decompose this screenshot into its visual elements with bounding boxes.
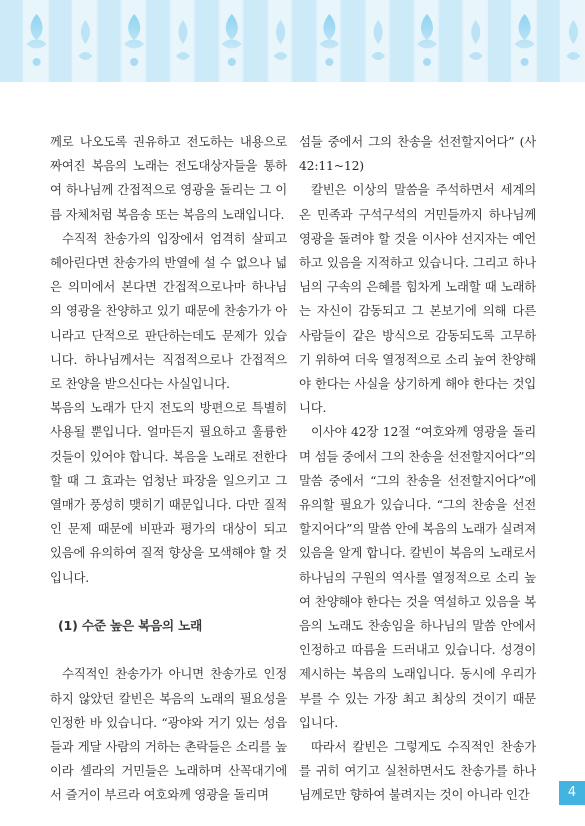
ornament-pattern-icon <box>0 0 585 82</box>
right-text-column <box>299 130 536 808</box>
section-heading: (1) 수준 높은 복음의 노래 <box>58 618 203 634</box>
page-number: 4 <box>559 781 585 805</box>
paragraph: 수직적인 찬송가가 아니면 찬송가로 인정하지 않았던 칼빈은 복음의 노래의 필요성을 인정한 바 있습니다. “광야와 거기 있는 성읍들과 게달 사람의 거하는 촌락들은 소리를 높이라 셀라의 거민들은 노래하며 산꼭대기에서 즐거이 부르라 여호와께 영광을 돌리며 <box>50 666 287 803</box>
left-text-column <box>50 130 287 808</box>
paragraph: 따라서 칼빈은 그렇게도 수직적인 찬송가를 귀히 여기고 실천하면서도 찬송가를 하나님께로만 향하여 불려지는 것이 아니라 인간 <box>299 739 536 803</box>
paragraph: 칼빈은 이상의 말씀을 주석하면서 세계의 온 민족과 구석구석의 거민들까지 하나님께 영광을 돌려야 할 것을 이사야 선지자는 예언하고 있음을 지적하고 있습니다. 그리고 하나님의 구속의 은혜를 힘차게 노래할 때 노래하는 자신이 감동되고 그 본보기에 의해 다른 사람들이 같은 방식으로 감동되도록 고무하기 위하여 더욱 열정적으로 소리 높여 찬양해야 한다는 사실을 상기하게 해야 한다는 것입니다. <box>299 182 536 416</box>
paragraph: 수직적 찬송가의 입장에서 엄격히 살피고 헤아린다면 찬송가의 반열에 설 수 없으나 넓은 의미에서 본다면 간접적으로나마 하나님의 영광을 찬양하고 있기 때문에 찬송가가 아니라고 단적으로 판단하는데도 문제가 있습니다. 하나님께서는 직접적으로나 간접적으로 찬양을 받으신다는 사실입니다. <box>50 230 287 392</box>
paragraph: 께로 나오도록 권유하고 전도하는 내용으로 짜여진 복음의 노래는 전도대상자들을 통하여 하나님께 간접적으로 영광을 돌리는 그 이름 자체처럼 복음송 또는 복음의 노래입니다. <box>50 134 287 222</box>
paragraph: 복음의 노래가 단지 전도의 방편으로 특별히 사용될 뿐입니다. 얼마든지 필요하고 훌륭한 것들이 있어야 합니다. 복음을 노래로 전한다 할 때 그 효과는 엄청난 파장을 일으키고 그 열매가 풍성히 맺히기 때문입니다. 다만 질적인 문제 때문에 비판과 평가의 대상이 되고 있음에 유의하여 질적 향상을 모색해야 할 것입니다. <box>50 400 287 585</box>
paragraph: 섬들 중에서 그의 찬송을 선전할지어다” (사 42:11~12) <box>299 134 536 174</box>
decorative-header-banner <box>0 0 585 82</box>
paragraph: 이사야 42장 12절 “여호와께 영광을 돌리며 섬들 중에서 그의 찬송을 선전할지어다”의 말씀 중에서 “그의 찬송을 선전할지어다”에 유의할 필요가 있습니다. “그의 찬송을 선전할지어다”의 말씀 안에 복음의 노래가 실려져 있음을 알게 합니다. 칼빈이 복음의 노래로서 하나님의 구원의 역사를 열정적으로 소리 높여 찬양해야 한다는 것을 역설하고 있음을 복음의 노래도 찬송임을 하나님의 말씀 안에서 인정하고 따름을 드러내고 있습니다. 성경이 제시하는 복음의 노래입니다. 동시에 우리가 부를 수 있는 가장 최고 최상의 것이기 때문입니다. <box>299 424 536 730</box>
